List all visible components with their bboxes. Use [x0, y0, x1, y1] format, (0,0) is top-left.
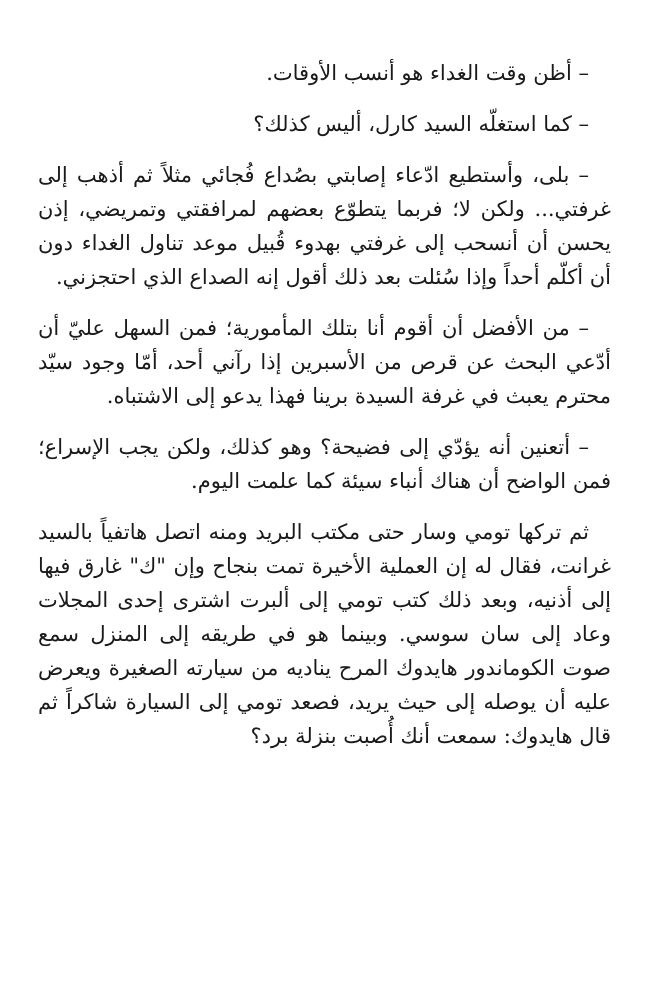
book-page [38, 56, 611, 770]
dialogue-paragraph: – أتعنين أنه يؤدّي إلى فضيحة؟ وهو كذلك، ولكن يجب الإسراع؛ فمن الواضح أن هناك أنباء سيئة كما علمت اليوم. [38, 435, 611, 493]
dialogue-paragraph: – كما استغلّه السيد كارل، أليس كذلك؟ [253, 112, 589, 136]
dialogue-paragraph: – بلى، وأستطيع ادّعاء إصابتي بصُداع فُجائي مثلاً ثم أذهب إلى غرفتي... ولكن لا؛ فربما يتطوّع بعضهم لمرافقتي وتمريضي، إذن يحسن أن أنسحب إلى غرفتي بهدوء قُبيل موعد تناول الغداء دون أن أكلّم أحداً وإذا سُئلت بعد ذلك أقول إنه الصداع الذي احتجزني. [38, 163, 611, 289]
narrative-paragraph: ثم تركها تومي وسار حتى مكتب البريد ومنه اتصل هاتفياً بالسيد غرانت، فقال له إن العملية الأخيرة تمت بنجاح وإن "ك" غارق فيها إلى أذنيه، وبعد ذلك كتب تومي إلى ألبرت اشترى إحدى المجلات وعاد إلى سان سوسي. وبينما هو في طريقه إلى المنزل سمع صوت الكوماندور هايدوك المرح يناديه من سيارته الصغيرة ويعرض عليه أن يوصله إلى حيث يريد، فصعد تومي إلى السيارة شاكراً ثم قال هايدوك: سمعت أنك أُصبت بنزلة برد؟ [38, 520, 611, 748]
dialogue-paragraph: – أظن وقت الغداء هو أنسب الأوقات. [266, 61, 589, 85]
dialogue-paragraph: – من الأفضل أن أقوم أنا بتلك المأمورية؛ فمن السهل عليّ أن أدّعي البحث عن قرص من الأسبرين إذا رآني أحد، أمّا وجود سيّد محترم يعبث في غرفة السيدة برينا فهذا يدعو إلى الاشتباه. [38, 316, 611, 408]
